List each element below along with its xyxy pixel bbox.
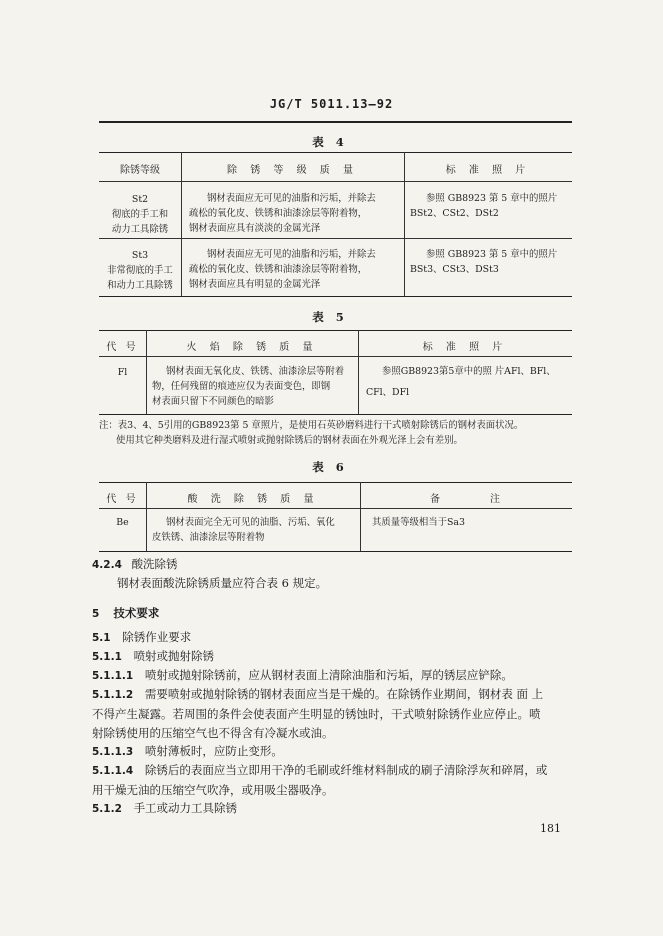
section-number: 5.1.1.3: [92, 746, 134, 758]
pickling-remark: 其质量等级相当于Sa3: [372, 517, 465, 528]
table6-header-quality: 酸 洗 除 锈 质 量: [187, 494, 319, 505]
section-5-1-1: [92, 647, 214, 667]
section-5-1-1-3: [92, 742, 283, 762]
section-5-1-1-2: [92, 685, 582, 743]
section-number: 5.1.1.2: [92, 689, 134, 701]
pickling-code: Be: [116, 517, 129, 528]
header-rule: [99, 121, 572, 123]
table4-header-photo: 标 准 照 片: [445, 165, 531, 176]
grade-photo: 参照 GB8923 第 5 章中的照片 BSt3、CSt3、DSt3: [410, 249, 558, 275]
grade-quality: 钢材表面应无可见的油脂和污垢，并除去 疏松的氧化皮、铁锈和油漆涂层等附着物， 钢材表面应具有明显的金属光泽: [189, 249, 376, 290]
grade-name: 彻底的手工和 动力工具除锈: [111, 209, 169, 235]
grade-photo: 参照 GB8923 第 5 章中的照片 BSt2、CSt2、DSt2: [410, 193, 558, 219]
section-number: 5.1.1: [92, 651, 122, 663]
paragraph-line: 需要喷射或抛射除锈的钢材表面应当是干燥的。在除锈作业期间，钢材表 面 上: [144, 687, 544, 701]
section-number: 5.1.1.4: [92, 765, 134, 777]
paragraph: 喷射薄板时，应防止变形。: [144, 744, 283, 758]
section-5-1-1-1: [92, 666, 513, 686]
table6-header-code: 代 号: [106, 494, 139, 505]
table5-header-code: 代 号: [106, 342, 139, 353]
table5-caption: 表 5: [312, 310, 348, 324]
grade-name: 非常彻底的手工 和动力工具除锈: [107, 265, 173, 291]
grade-code: St3: [131, 250, 149, 261]
section-number: 4.2.4: [92, 559, 122, 571]
section-title: 技术要求: [113, 606, 160, 620]
grade-quality: 钢材表面应无可见的油脂和污垢，并除去 疏松的氧化皮、铁锈和油漆涂层等附着物， 钢材表面应具有淡淡的金属光泽: [189, 193, 376, 234]
section-title: 除锈作业要求: [122, 630, 192, 644]
paragraph-line: 不得产生凝露。若周围的条件会使表面产生明显的锈蚀时，干式喷射除锈作业应停止。喷: [92, 707, 541, 721]
table4-header-grade: 除锈等级: [120, 165, 160, 176]
table4-header-quality: 除 锈 等 级 质 量: [227, 165, 358, 176]
pickling-quality: 钢材表面完全无可见的油脂、污垢、氧化 皮铁锈、油漆涂层等附着物: [152, 517, 335, 543]
paragraph-line: 用干燥无油的压缩空气吹净，或用吸尘器吸净。: [92, 783, 334, 797]
section-5-1: [92, 628, 191, 648]
paragraph: 钢材表面酸洗除锈质量应符合表 6 规定。: [117, 576, 328, 590]
table6-caption: 表 6: [312, 460, 348, 474]
table6-header-remark: 备 注: [430, 494, 502, 505]
section-5-1-1-4: [92, 761, 582, 800]
section-number: 5.1.2: [92, 803, 122, 815]
section-number: 5.1: [92, 632, 111, 644]
running-header: JG/T 5011.13—92: [269, 97, 394, 111]
section-5-1-2: [92, 799, 237, 819]
grade-code: St2: [131, 194, 149, 205]
section-title: 酸洗除锈: [131, 557, 178, 571]
table5-note: 注：表3、4、5引用的GB8923第 5 章照片，是使用石英砂磨料进行干式喷射除锈后的钢材表面状况。 使用其它种类磨料及进行湿式喷射或抛射除锈后的钢材表面在外观光泽上会有差别。: [99, 420, 524, 446]
paragraph-line: 射除锈使用的压缩空气也不得含有冷凝水或油。: [92, 726, 334, 740]
table5-header-quality: 火 焰 除 锈 质 量: [186, 342, 318, 353]
paragraph-line: 除锈后的表面应当立即用干净的毛刷或纤维材料制成的刷子清除浮灰和碎屑，或: [144, 763, 548, 777]
flame-code: Fl: [117, 367, 128, 378]
table5-header-photo: 标 准 照 片: [422, 342, 508, 353]
section-number: 5.1.1.1: [92, 670, 134, 682]
section-title: 手工或动力工具除锈: [133, 801, 238, 815]
section-title: 喷射或抛射除锈: [133, 649, 215, 663]
paragraph: 喷射或抛射除锈前，应从钢材表面上清除油脂和污垢，厚的锈层应铲除。: [144, 668, 513, 682]
page-number: 181: [540, 822, 561, 835]
flame-photo: 参照GB8923第5章中的照 片AFl、BFl、 CFl、DFl: [366, 366, 556, 398]
section-4-2-4: [92, 555, 178, 575]
table4-caption: 表 4: [312, 135, 348, 149]
section-number: 5: [92, 608, 100, 620]
flame-quality: 钢材表面无氧化皮、铁锈、油漆涂层等附着 物，任何残留的痕迹应仅为表面变色，即钢 材表面只留下不同颜色的暗影: [152, 366, 345, 407]
section-5: [92, 605, 159, 621]
